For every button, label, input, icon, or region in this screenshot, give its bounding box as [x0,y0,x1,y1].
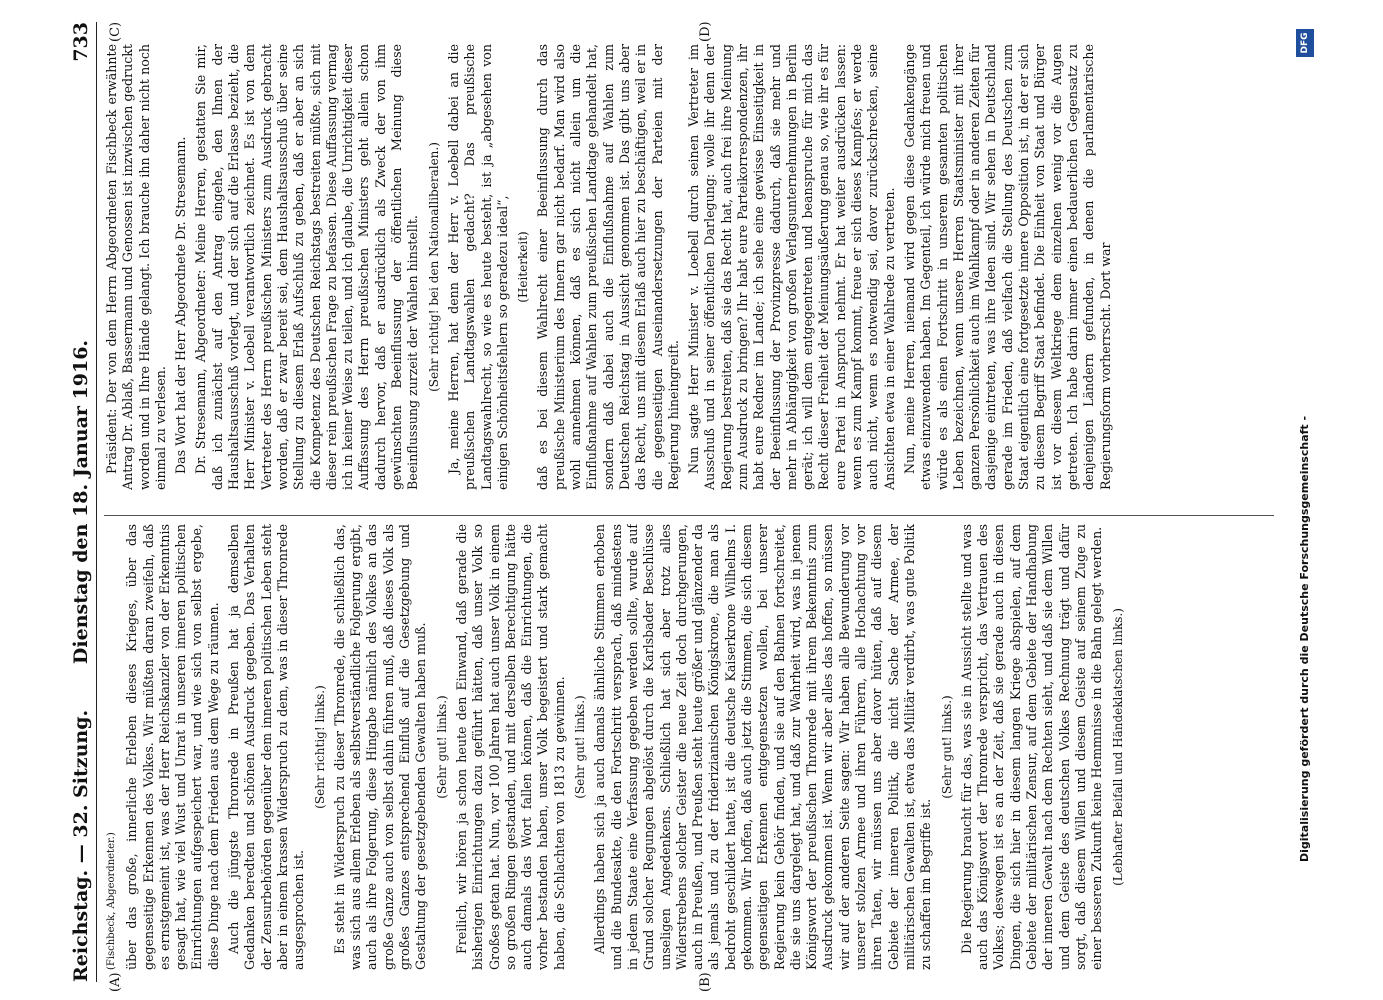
paragraph: über das große, innerliche Erleben dieses Krieges, über das gegenseitige Erkennen des Volkes. Wir müßten daran zweifeln, daß es ernstgemeint ist, was der Herr Reichskanzler von der Erkenntnis gesagt hat, wie viel Wust und Unrat in unseren inneren politischen Einrichtungen aufgespeichert war, und wie sich von selbst ergebe, diese Dinge nach dem Frieden aus dem Wege zu räumen. [124,524,221,970]
right-column [104,44,1274,490]
paragraph: Nun sagte Herr Minister v. Loebell durch seinen Vertreter im Ausschuß und in seiner öffentlichen Darlegung: wolle ihr denn der Regierung bestreiten, daß sie das Recht hat, auch frei ihre Meinung zum Ausdruck zu bringen? Ihr habt eure Parteikorrespondenzen, ihr habt eure Redner im Lande; ich sehe eine gewisse Einseitigkeit in der Beeinflussung der Provinzpresse dadurch, daß sie mehr und mehr in Abhängigkeit von großen Verlagsunternehmungen in Berlin gerät; ich will dem entgegentreten und beanspruche für mich das Recht dieser Freiheit der Meinungsäußerung genau so, wie ihr es für eure Partei in Anspruch nehmt. Er hat weiter ausdrücken lassen: wenn es zum Kampf kommt, freue er sich dieses Kampfes; er werde auch nicht, wenn es notwendig sei, davor zurückschrecken, seine Ansichten etwa in einer Wahlrede zu vertreten. [686,44,897,490]
page-header [70,22,97,982]
interjection: (Sehr gut! links.) [434,695,449,799]
paragraph: daß es bei diesem Wahlrecht einer Beeinflussung durch das preußische Ministerium des Innern gar nicht bedarf. Man wird also wohl annehmen können, daß es sich nicht allein um die Einflußnahme auf Wahlen zum preußischen Landtage gehandelt hat, sondern daß dabei auch die Einflußnahme auf Wahlen zum Deutschen Reichstag in Aussicht genommen ist. Das gibt uns aber das Recht, uns mit diesem Erlaß auch hier zu beschäftigen, weil er in die gegenseitigen Auseinandersetzungen der Parteien mit der Regierung hineingreift. [535,44,681,490]
paragraph: Dr. Stresemann, Abgeordneter: Meine Herren, gestatten Sie mir, daß ich zunächst auf den Antrag eingehe, den Ihnen der Haushaltsausschuß vorlegt, und der sich auf die Erlasse bezieht, die Herr Minister v. Loebell verantwortlich zeichnet. Es ist von dem Vertreter des Herrn preußischen Ministers zum Ausdruck gebracht worden, daß er zwar bereit sei, dem Haushaltsausschuß über seine Stellung zu diesem Erlaß Aufschluß zu geben, daß er aber an sich die Kompetenz des Deutschen Reichstags bestreiten müßte, sich mit dieser rein preußischen Frage zu befassen. Diese Auffassung vermag ich in keiner Weise zu teilen, und ich glaube, die Unrichtigkeit dieser Auffassung des Herrn preußischen Ministers geht allein schon dadurch hervor, daß er ausdrücklich als Zweck der von ihm gewünschten Beeinflussung der öffentlichen Meinung diese Beeinflussung zurzeit der Wahlen hinstellt. [193,44,421,490]
dfg-logo: DFG [1296,29,1314,57]
speaker-line: (Fischbeck, Abgeordneter.) [106,832,117,970]
paragraph: Auch die jüngste Thronrede in Preußen hat ja demselben Gedanken beredten und schönen Ausdruck gegeben. Das Verhalten der Zensurbehörden gegenüber dem inneren politischen Leben steht aber in einem krassen Widerspruch zu dem, was in dieser Thronrede ausgesprochen ist. [226,524,307,970]
paragraph: Nun, meine Herren, niemand wird gegen diese Gedankengänge etwas einzuwenden haben. Im Gegenteil, ich würde mich freuen und würde es als einen Fortschritt in unserem gesamten politischen Leben bezeichnen, wenn unsere Herren Staatsminister mit ihrer ganzen Persönlichkeit auch im Wahlkampf oder in anderen Zeiten für dasjenige eintreten, was ihre Ideen sind. Wir sehen in Deutschland gerade im Frieden, daß vielfach die Stellung des Deutschen zum Staat eigentlich eine fortgesetzte innere Opposition ist, in der er sich zu diesem Begriff Staat befindet. Die Einheit von Staat und Bürger ist vor diesem Weltkriege dem einzelnen wenig vor die Augen getreten. Ich habe darin immer einen bedauerlichen Gegensatz zu denjenigen Ländern gefunden, in denen die parlamentarische Regierungsform vorherrscht. Dort war [901,44,1113,490]
paragraph: Freilich, wir hören ja schon heute den Einwand, daß gerade die bisherigen Einrichtungen dazu geführt hätten, daß unser Volk so Großes getan hat. Nun, vor 100 Jahren hat auch unser Volk in einem so großen Ringen gestanden, und mit derselben Berechtigung hätte auch damals das Wort fallen können, daß die Einrichtungen, die vorher bestanden haben, unser Volk begeistert und stark gemacht haben, die Schlachten von 1813 zu gewinnen. [453,524,567,970]
marker-d: (D) [698,21,713,42]
interjection: (Heiterkeit) [516,231,531,303]
header-left: Reichstag. — 32. Sitzung. [70,709,92,982]
digitization-note: Digitalisierung gefördert durch die Deutsche Forschungsgemeinschaft - [1298,415,1311,862]
paragraph: Die Regierung braucht für das, was sie in Aussicht stellte und was auch das Königswort der Thronrede verspricht, das Vertrauen des Volkes; deswegen ist es an der Zeit, daß sie gerade auch in diesen Dingen, die sich hier in diesem langen Kriege abspielen, auf dem Gebiete der militärischen Zensur, auf dem Gebiete der Handhabung der inneren Gewalt nach dem Rechten sieht, und daß sie dem Willen und dem Geiste des deutschen Volkes Rechnung trägt und dafür sorgt, daß diesem Willen und diesem Geiste auf seinem Zuge zu einer besseren Zukunft keine Hemmnisse in die Bahn gelegt werden. [958,524,1105,970]
scanned-page [8,12,1368,992]
interjection: (Lebhafter Beifall und Händeklatschen links.) [1110,608,1125,886]
marker-c: (C) [108,21,123,42]
paragraph: Präsident: Der von dem Herrn Abgeordneten Fischbeck erwähnte Antrag Dr. Ablaß, Bassermann und Genossen ist inzwischen gedruckt worden und in Ihre Hände gelangt. Ich brauche ihn daher nicht noch einmal zu verlesen. [104,44,168,490]
marker-a: (A) [108,972,123,992]
interjection: (Sehr gut! links.) [573,695,588,799]
paragraph: Allerdings haben sich ja auch damals ähnliche Stimmen erhoben und die Bundesakte, die den Fortschritt versprach, daß mindestens in jedem Staate eine Verfassung gegeben werden sollte, wurde auf Grund solcher Regungen abgelöst durch die Karlsbader Beschlüsse unseligen Angedenkens. Schließlich hat sich aber trotz alles Widerstrebens solcher Geister die neue Zeit doch durchgerungen, auch in Preußen, und Preußen steht heute größer und glänzender da als jemals und zu der friderizianischen Königskrone, die man als bedroht geschildert hatte, ist die deutsche Kaiserkrone Wilhelms I. gekommen. Wir hoffen, daß auch jetzt die Stimmen, die sich diesem gegenseitigen Erkennen entgegensetzen wollen, bei unserer Regierung kein Gehör finden, und sie auf den Bahnen fortschreitet, die sie uns dargelegt hat, und daß zur Wahrheit wird, was in jenem Königswort der preußischen Thronrede mit ihrem Bekenntnis zum Ausdruck gekommen ist. Wenn wir aber alles das hoffen, so müssen wir auf der anderen Seite sagen: Wir haben alle Bewunderung vor unserer stolzen Armee und ihren Führern, alle Hochachtung vor ihren Taten, wir müssen uns aber davor hüten, daß auf diesem Gebiete der inneren Politik, die nicht Sache der Armee, der militärischen Gewalten ist, etwa das Militär verdirbt, was gute Politik zu schaffen im Begriffe ist. [592,524,934,970]
interjection: (Sehr richtig! links.) [312,685,327,809]
interjection: (Sehr gut! links.) [939,695,954,799]
page-number: 733 [70,22,92,62]
paragraph: Ja, meine Herren, hat denn der Herr v. Loebell dabei an die preußischen Landtagswahlen gedacht? Das preußische Landtagswahlrecht, so wie es heute besteht, ist ja „abgesehen von einigen Schönheitsfehlern so geradezu ideal“, [445,44,510,490]
paragraph: Es steht in Widerspruch zu dieser Thronrede, die schließlich das, was sich aus allem Erleben als selbstverständliche Folgerung ergibt, auch als ihre Folgerung, diese Hingabe nämlich des Volkes an das große Ganze auch von selbst dahin führen muß, daß dieses Volk als großes Ganzes entsprechend Einfluß auf die Gesetzgebung und Gestaltung der gesetzgebenden Gewalten haben muß. [331,524,429,970]
interjection: (Sehr richtig! bei den Nationalliberalen.) [426,142,441,392]
header-date: Dienstag den 18. Januar 1916. [70,339,92,665]
column-divider [104,515,1274,516]
paragraph: Das Wort hat der Herr Abgeordnete Dr. Stresemann. [173,136,189,474]
left-column [104,524,1274,970]
marker-b: (B) [698,972,713,992]
